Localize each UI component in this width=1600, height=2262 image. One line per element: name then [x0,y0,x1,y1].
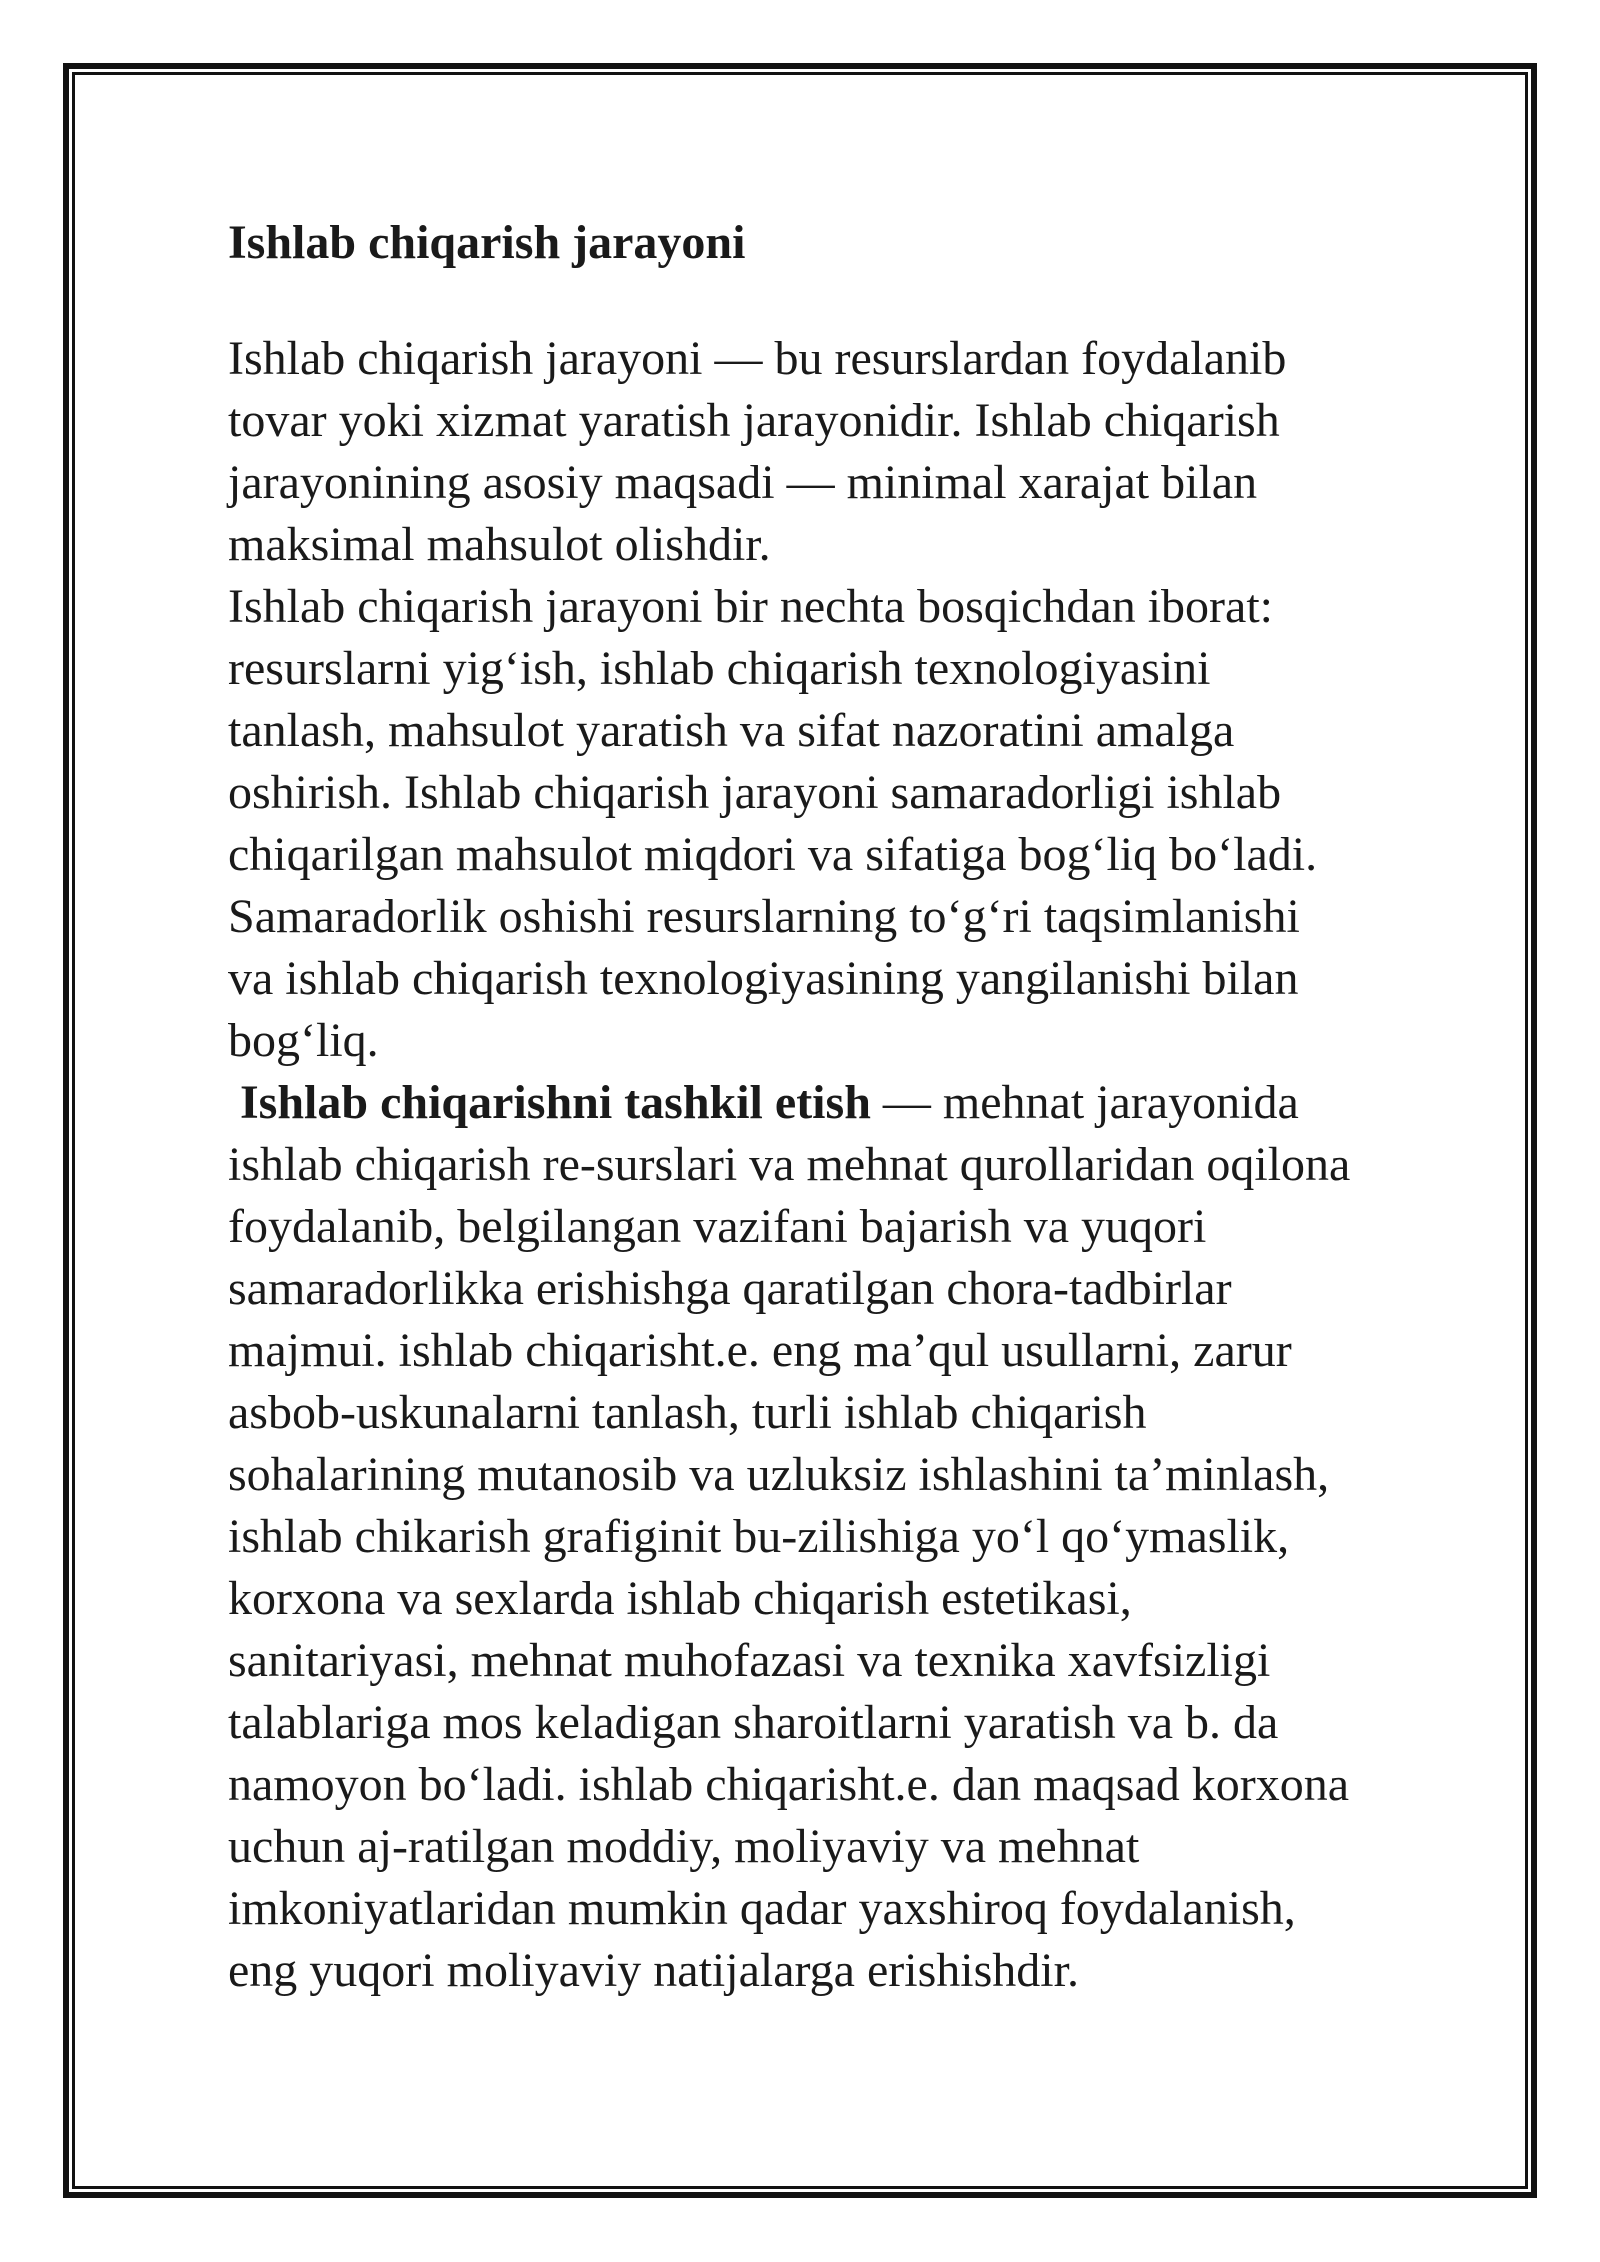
text-line: resurslarni yig‘ish, ishlab chiqarish texnologiyasini [228,642,1211,695]
text-line: namoyon bo‘ladi. ishlab chiqarisht.e. dan maqsad korxona [228,1758,1350,1811]
text-line: jarayonining asosiy maqsadi — minimal xarajat bilan [228,456,1258,509]
text-line: korxona va sexlarda ishlab chiqarish estetikasi, [228,1572,1132,1625]
text-line: talablariga mos keladigan sharoitlarni yaratish va b. da [228,1696,1279,1749]
document-body [228,212,1508,2002]
text-line: Ishlab chiqarish jarayoni bir nechta bosqichdan iborat: [228,580,1274,633]
section-first-rest: — mehnat jarayonida [870,1076,1299,1129]
text-line: ishlab chikarish grafiginit bu-zilishiga yo‘l qo‘ymaslik, [228,1510,1290,1563]
text-line: va ishlab chiqarish texnologiyasining yangilanishi bilan [228,952,1299,1005]
paragraph-section [228,1072,1508,2002]
text-line: chiqarilgan mahsulot miqdori va sifatiga bog‘liq bo‘ladi. [228,828,1318,881]
text-line: tanlash, mahsulot yaratish va sifat nazoratini amalga [228,704,1235,757]
text-line: uchun aj-ratilgan moddiy, moliyaviy va mehnat [228,1820,1140,1873]
text-line: eng yuqori moliyaviy natijalarga erishishdir. [228,1944,1079,1997]
document-title: Ishlab chiqarish jarayoni [228,216,746,269]
text-line: tovar yoki xizmat yaratish jarayonidir. Ishlab chiqarish [228,394,1280,447]
text-line: sohalarining mutanosib va uzluksiz ishlashini ta’minlash, [228,1448,1330,1501]
text-line: maksimal mahsulot olishdir. [228,518,771,571]
paragraph-intro [228,328,1508,1072]
text-line: imkoniyatlaridan mumkin qadar yaxshiroq foydalanish, [228,1882,1296,1935]
text-line: asbob-uskunalarni tanlash, turli ishlab chiqarish [228,1386,1147,1439]
text-line: sanitariyasi, mehnat muhofazasi va texnika xavfsizligi [228,1634,1271,1687]
text-line: samaradorlikka erishishga qaratilgan chora-tadbirlar [228,1262,1232,1315]
text-line: oshirish. Ishlab chiqarish jarayoni samaradorligi ishlab [228,766,1282,819]
text-line: Ishlab chiqarish jarayoni — bu resurslardan foydalanib [228,332,1287,385]
text-line: Samaradorlik oshishi resurslarning to‘g‘ri taqsimlanishi [228,890,1300,943]
text-line: majmui. ishlab chiqarisht.e. eng ma’qul usullarni, zarur [228,1324,1292,1377]
section-first-line [228,1072,1508,1134]
text-line: bog‘liq. [228,1014,379,1067]
text-line: foydalanib, belgilangan vazifani bajarish va yuqori [228,1200,1207,1253]
text-line: ishlab chiqarish re-surslari va mehnat qurollaridan oqilona [228,1138,1351,1191]
section-heading: Ishlab chiqarishni tashkil etish [240,1076,871,1129]
